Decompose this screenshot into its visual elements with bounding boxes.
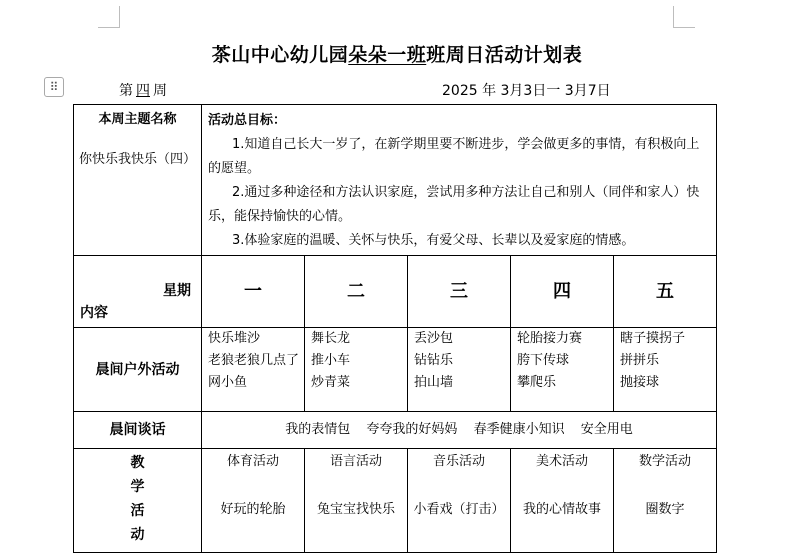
talk-topic: 春季健康小知识 — [473, 422, 565, 437]
teaching-cell-fri — [614, 449, 717, 553]
morning-outdoor-label: 晨间户外活动 — [74, 328, 202, 412]
activity-item: 攀爬乐 — [517, 375, 557, 390]
teaching-name: 好玩的轮胎 — [220, 502, 286, 517]
outdoor-cell-thu — [511, 328, 614, 412]
day-header-thu: 四 — [511, 256, 614, 328]
week-label — [119, 80, 167, 100]
morning-talk-row — [74, 412, 717, 449]
theme-label: 本周主题名称 — [98, 112, 177, 127]
title-class-name: 朵朵一班 — [348, 44, 427, 66]
activity-item: 网小鱼 — [208, 375, 248, 390]
weekday-header-row — [74, 256, 717, 328]
teaching-type: 音乐活动 — [432, 454, 485, 469]
teaching-label-char: 学 — [130, 479, 145, 495]
date-range: 2025 年 3月3日一 3月7日 — [442, 83, 611, 99]
theme-cell — [74, 105, 202, 256]
talk-topic: 夸夸我的好妈妈 — [366, 422, 458, 437]
move-handle-icon[interactable]: ⠿ — [44, 77, 64, 97]
outdoor-cell-tue — [305, 328, 408, 412]
activity-item: 拍山墙 — [414, 375, 454, 390]
activity-item: 舞长龙 — [311, 331, 351, 346]
crop-mark-top-right-vertical — [673, 6, 674, 28]
activity-item: 快乐堆沙 — [208, 331, 261, 346]
day-header-wed: 三 — [408, 256, 511, 328]
activity-item: 老狼老狼几点了 — [208, 353, 300, 368]
crop-mark-top-left-vertical — [119, 6, 120, 28]
teaching-label-char: 动 — [130, 527, 145, 543]
teaching-name: 我的心情故事 — [522, 502, 601, 517]
activity-item: 抛接球 — [620, 375, 660, 390]
theme-row — [74, 105, 717, 256]
crop-mark-top-left-horizontal — [98, 27, 120, 28]
teaching-cell-thu — [511, 449, 614, 553]
teaching-cell-mon — [202, 449, 305, 553]
teaching-cell-wed — [408, 449, 511, 553]
activity-item: 拼拼乐 — [620, 353, 660, 368]
weekday-label: 星期 — [163, 283, 191, 299]
activity-item: 胯下传球 — [517, 353, 570, 368]
week-number: 四 — [136, 83, 150, 99]
teaching-label — [74, 449, 202, 553]
talk-topic: 安全用电 — [580, 422, 633, 437]
outdoor-cell-fri — [614, 328, 717, 412]
teaching-label-char: 教 — [130, 455, 145, 471]
teaching-label-char: 活 — [130, 503, 145, 519]
morning-talk-label: 晨间谈话 — [74, 412, 202, 449]
morning-talk-topics — [202, 412, 717, 449]
week-suffix: 周 — [153, 83, 167, 99]
goal-item: 1.知道自己长大一岁了，在新学期里要不断进步，学会做更多的事情，有积极向上的愿望。 — [208, 137, 700, 176]
day-header-tue: 二 — [305, 256, 408, 328]
activity-item: 瞎子摸拐子 — [620, 331, 686, 346]
title-suffix: 班周日活动计划表 — [426, 44, 583, 66]
teaching-name: 小看戏（打击） — [413, 502, 505, 517]
teaching-cell-tue — [305, 449, 408, 553]
activity-item: 丢沙包 — [414, 331, 454, 346]
teaching-name: 兔宝宝找快乐 — [316, 502, 395, 517]
theme-value: 你快乐我快乐（四） — [78, 152, 196, 167]
teaching-type: 语言活动 — [329, 454, 382, 469]
teaching-type: 数学活动 — [639, 454, 692, 469]
outdoor-cell-mon — [202, 328, 305, 412]
teaching-type: 美术活动 — [535, 454, 588, 469]
activity-item: 炒青菜 — [311, 375, 351, 390]
weekday-content-header — [74, 256, 202, 328]
goal-item: 2.通过多种途径和方法认识家庭，尝试用多种方法让自己和别人（同伴和家人）快乐，能保持愉快的心情。 — [208, 185, 700, 224]
week-prefix: 第 — [119, 83, 133, 99]
crop-mark-top-right-horizontal — [673, 27, 695, 28]
day-header-mon: 一 — [202, 256, 305, 328]
content-label: 内容 — [80, 305, 108, 321]
activity-item: 钻钻乐 — [414, 353, 454, 368]
teaching-name: 圈数字 — [645, 502, 685, 517]
outdoor-cell-wed — [408, 328, 511, 412]
document-title — [0, 40, 794, 67]
activity-item: 轮胎接力赛 — [517, 331, 583, 346]
teaching-row — [74, 449, 717, 553]
weekly-plan-table — [73, 104, 717, 553]
morning-outdoor-row — [74, 328, 717, 412]
talk-topic: 我的表情包 — [285, 422, 351, 437]
day-header-fri: 五 — [614, 256, 717, 328]
title-prefix: 茶山中心幼儿园 — [211, 44, 349, 66]
activity-item: 推小车 — [311, 353, 351, 368]
goals-heading: 活动总目标： — [208, 113, 287, 128]
teaching-type: 体育活动 — [226, 454, 279, 469]
goal-item: 3.体验家庭的温暖、关怀与快乐，有爱父母、长辈以及爱家庭的情感。 — [232, 233, 635, 248]
goals-cell — [202, 105, 717, 256]
